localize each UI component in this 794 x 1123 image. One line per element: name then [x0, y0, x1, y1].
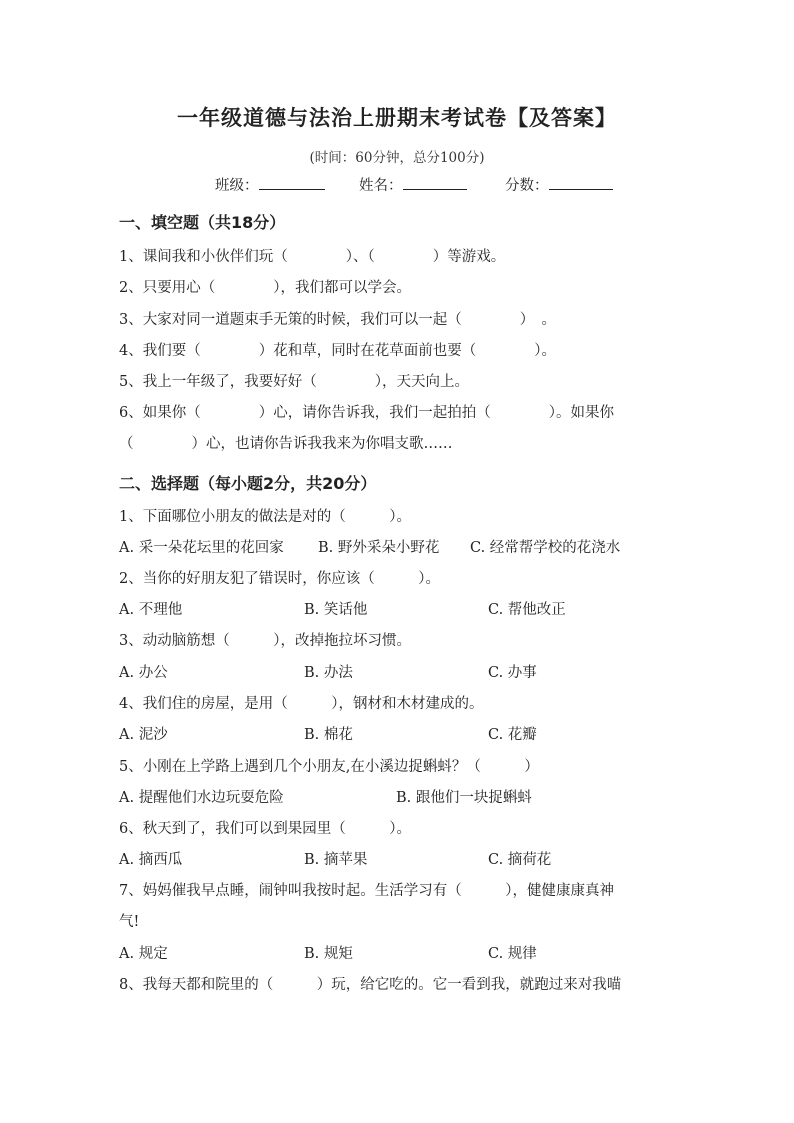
score-label: 分数：: [505, 178, 549, 194]
q4-option-a[interactable]: A. 泥沙: [119, 727, 168, 743]
choice-question-6: 6、秋天到了，我们可以到果园里（ ）。: [119, 821, 411, 837]
q5-option-a[interactable]: A. 提醒他们水边玩耍危险: [119, 790, 284, 806]
q2-option-c[interactable]: C. 帮他改正: [488, 602, 566, 618]
q5-option-b[interactable]: B. 跟他们一块捉蝌蚪: [396, 790, 532, 806]
name-label: 姓名：: [359, 178, 403, 194]
fill-question-5: 5、我上一年级了，我要好好（ ），天天向上。: [119, 374, 469, 390]
q1-option-a[interactable]: A. 采一朵花坛里的花回家: [119, 540, 284, 556]
choice-question-8: 8、我每天都和院里的（ ）玩，给它吃的。它一看到我，就跑过来对我喵: [119, 977, 622, 993]
q4-option-c[interactable]: C. 花瓣: [488, 727, 537, 743]
q7-option-b[interactable]: B. 规矩: [304, 946, 353, 962]
choice-question-4: 4、我们住的房屋，是用（ ），钢材和木材建成的。: [119, 696, 484, 712]
fill-question-4: 4、我们要（ ）花和草，同时在花草面前也要（ ）。: [119, 343, 556, 359]
q2-option-a[interactable]: A. 不理他: [119, 602, 183, 618]
fill-question-6-continued: （ ）心，也请你告诉我我来为你唱支歌……: [119, 436, 453, 452]
exam-time-note: (时间：60分钟，总分100分): [309, 150, 485, 166]
q7-option-c[interactable]: C. 规律: [488, 946, 537, 962]
q6-option-a[interactable]: A. 摘西瓜: [119, 852, 183, 868]
score-field[interactable]: [505, 174, 613, 195]
fill-question-3: 3、大家对同一道题束手无策的时候，我们可以一起（ ） 。: [119, 312, 556, 328]
choice-question-7-continued: 气!: [119, 914, 140, 930]
q3-option-a[interactable]: A. 办公: [119, 665, 168, 681]
q7-option-a[interactable]: A. 规定: [119, 946, 168, 962]
q1-option-c[interactable]: C. 经常帮学校的花浇水: [470, 540, 621, 556]
q3-option-c[interactable]: C. 办事: [488, 665, 537, 681]
name-field[interactable]: [359, 174, 467, 195]
choice-question-5: 5、小刚在上学路上遇到几个小朋友,在小溪边捉蝌蚪？（ ）: [119, 759, 539, 775]
fill-question-2: 2、只要用心（ ），我们都可以学会。: [119, 280, 411, 296]
q1-option-b[interactable]: B. 野外采朵小野花: [318, 540, 440, 556]
class-blank[interactable]: [259, 174, 325, 190]
q3-option-b[interactable]: B. 办法: [304, 665, 353, 681]
q6-option-b[interactable]: B. 摘苹果: [304, 852, 368, 868]
class-field[interactable]: [215, 174, 325, 195]
choice-question-2: 2、当你的好朋友犯了错误时，你应该（ ）。: [119, 571, 440, 587]
fill-question-6: 6、如果你（ ）心，请你告诉我，我们一起拍拍（ ）。如果你: [119, 405, 614, 421]
page-title: 一年级道德与法治上册期末考试卷【及答案】: [177, 106, 617, 130]
class-label: 班级：: [215, 178, 259, 194]
q6-option-c[interactable]: C. 摘荷花: [488, 852, 552, 868]
section-fill-in-heading: 一、填空题（共18分）: [119, 213, 286, 232]
name-blank[interactable]: [403, 174, 467, 190]
choice-question-3: 3、动动脑筋想（ ），改掉拖拉坏习惯。: [119, 633, 411, 649]
choice-question-1: 1、下面哪位小朋友的做法是对的（ ）。: [119, 509, 411, 525]
fill-question-1: 1、课间我和小伙伴们玩（ ）、（ ）等游戏。: [119, 249, 506, 265]
q4-option-b[interactable]: B. 棉花: [304, 727, 353, 743]
section-choice-heading: 二、选择题（每小题2分，共20分）: [119, 474, 377, 493]
score-blank[interactable]: [549, 174, 613, 190]
choice-question-7: 7、妈妈催我早点睡，闹钟叫我按时起。生活学习有（ ），健健康康真神: [119, 883, 614, 899]
q2-option-b[interactable]: B. 笑话他: [304, 602, 368, 618]
